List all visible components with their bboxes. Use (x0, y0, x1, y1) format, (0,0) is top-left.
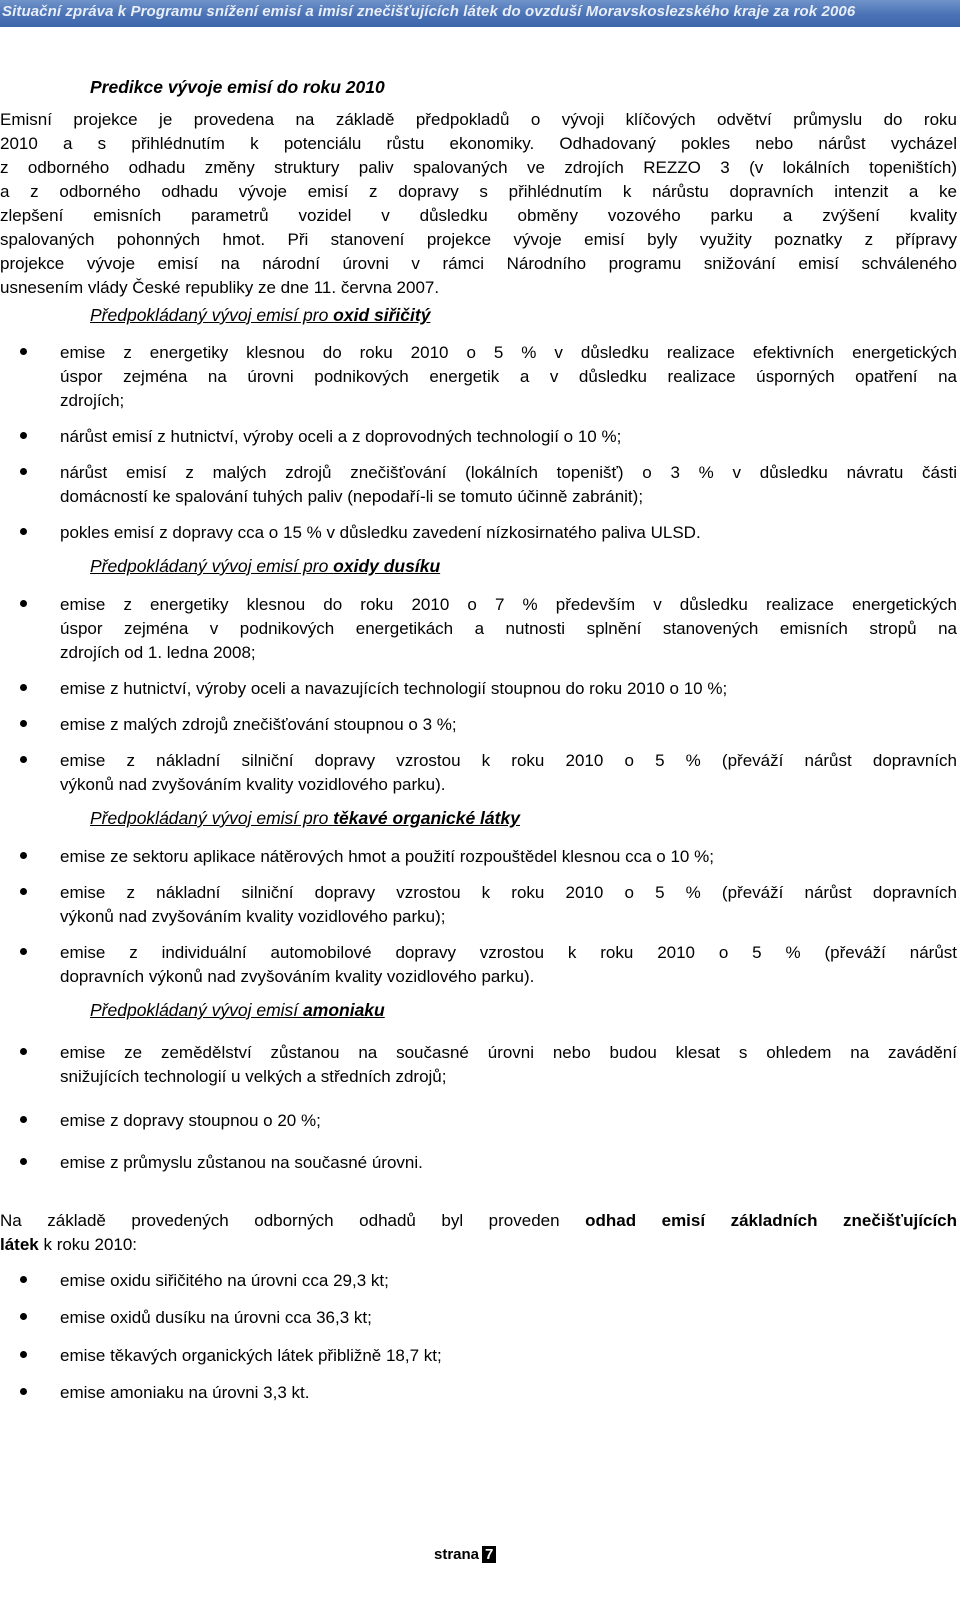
intro-line: Emisní projekce je provedena na základě předpokladů o vývoji klíčových odvětví průmyslu do roku (0, 110, 957, 129)
list-item-line: emise z nákladní silniční dopravy vzrostou k roku 2010 o 5 % (převáží nárůst dopravních (60, 751, 957, 770)
list-item (0, 713, 957, 737)
summary-item (0, 1269, 957, 1293)
list-item-text (60, 341, 957, 413)
list-item (0, 461, 957, 509)
group-heading (90, 1000, 385, 1021)
bullet-icon (20, 684, 27, 691)
list-item-text (60, 1109, 957, 1133)
list-item-line: úspor zejména na úrovni podnikových energetik a v důsledku realizace úsporných opatření na (60, 367, 957, 386)
list-item-line: snižujících technologií u velkých a středních zdrojů; (60, 1067, 447, 1086)
summary-bold-2: látek (0, 1235, 39, 1254)
summary-bold-1: odhad emisí základních znečišťujících (585, 1211, 958, 1230)
group-heading-prefix: Předpokládaný vývoj emisí pro (90, 808, 334, 828)
list-item-line: dopravních výkonů nad zvyšováním kvality vozidlového parku). (60, 967, 535, 986)
list-item-text (60, 845, 957, 869)
list-item-line: emise z průmyslu zůstanou na současné úrovni. (60, 1153, 423, 1172)
list-item (0, 1151, 957, 1175)
summary-item-text: emise těkavých organických látek přibližně 18,7 kt; (60, 1346, 442, 1365)
bullet-icon (20, 528, 27, 535)
group-heading (90, 305, 430, 326)
list-item (0, 593, 957, 665)
summary-item (0, 1306, 957, 1330)
intro-line: projekce vývoje emisí na národní úrovni v rámci Národního programu snižování emisí schváleného (0, 254, 957, 273)
bullet-icon (20, 1276, 27, 1283)
list-item-line: nárůst emisí z malých zdrojů znečišťování (lokálních topenišť) o 3 % v důsledku návratu části (60, 463, 957, 482)
list-item-line: pokles emisí z dopravy cca o 15 % v důsledku zavedení nízkosirnatého paliva ULSD. (60, 523, 701, 542)
group-heading-prefix: Předpokládaný vývoj emisí pro (90, 556, 334, 576)
bullet-icon (20, 1313, 27, 1320)
list-item-line: nárůst emisí z hutnictví, výroby oceli a z doprovodných technologií o 10 %; (60, 427, 622, 446)
list-item-text (60, 521, 957, 545)
bullet-icon (20, 1048, 27, 1055)
bullet-icon (20, 1116, 27, 1123)
bullet-icon (20, 348, 27, 355)
group-heading-pollutant: amoniaku (303, 1000, 385, 1020)
section-title: Predikce vývoje emisí do roku 2010 (90, 77, 385, 97)
intro-paragraph (0, 108, 957, 300)
list-item (0, 941, 957, 989)
list-item-line: emise z nákladní silniční dopravy vzrostou k roku 2010 o 5 % (převáží nárůst dopravních (60, 883, 957, 902)
group-heading (90, 556, 440, 577)
bullet-icon (20, 852, 27, 859)
list-item (0, 749, 957, 797)
list-item-text (60, 593, 957, 665)
list-item-line: zdrojích od 1. ledna 2008; (60, 643, 256, 662)
bullet-icon (20, 948, 27, 955)
bullet-icon (20, 720, 27, 727)
footer-label: strana (434, 1546, 480, 1563)
bullet-icon (20, 1351, 27, 1358)
list-item-text (60, 749, 957, 797)
list-item-line: emise z energetiky klesnou do roku 2010 o 5 % v důsledku realizace efektivních energetických (60, 343, 957, 362)
list-item-text (60, 1151, 957, 1175)
list-item-line: emise z malých zdrojů znečišťování stoupnou o 3 %; (60, 715, 457, 734)
group-heading-pollutant: oxid siřičitý (333, 305, 431, 325)
list-item (0, 1109, 957, 1133)
list-item-line: emise z individuální automobilové dopravy vzrostou k roku 2010 o 5 % (převáží nárůst (60, 943, 957, 962)
list-item-text (60, 941, 957, 989)
header-title: Situační zpráva k Programu snížení emisí a imisí znečišťujících látek do ovzduší Moravskoslezského kraje za rok 2006 (2, 3, 856, 20)
group-heading-pollutant: oxidy dusíku (333, 556, 441, 576)
list-item-line: emise z dopravy stoupnou o 20 %; (60, 1111, 321, 1130)
list-item-line: emise z energetiky klesnou do roku 2010 o 7 % především v důsledku realizace energetických (60, 595, 957, 614)
summary-prefix: Na základě provedených odborných odhadů byl proveden (0, 1211, 586, 1230)
bullet-icon (20, 600, 27, 607)
intro-line: zlepšení emisních parametrů vozidel v důsledku obměny vozového parku a zvýšení kvality (0, 206, 957, 225)
list-item-line: výkonů nad zvyšováním kvality vozidlového parku); (60, 907, 446, 926)
intro-line: z odborného odhadu změny struktury paliv spalovaných ve zdrojích REZZO 3 (v lokálních topeništích) (0, 158, 957, 177)
list-item-text (60, 713, 957, 737)
summary-item-text: emise oxidů dusíku na úrovni cca 36,3 kt; (60, 1308, 372, 1327)
list-item-line: emise z hutnictví, výroby oceli a navazujících technologií stoupnou do roku 2010 o 10 %; (60, 679, 728, 698)
list-item-line: emise ze sektoru aplikace nátěrových hmot a použití rozpouštědel klesnou cca o 10 %; (60, 847, 714, 866)
summary-item (0, 1344, 957, 1368)
bullet-icon (20, 1388, 27, 1395)
list-item-text (60, 881, 957, 929)
page-number: 7 (482, 1546, 496, 1563)
list-item (0, 1041, 957, 1089)
intro-line: 2010 a s přihlédnutím k potenciálu růstu ekonomiky. Odhadovaný pokles nebo nárůst vycházel (0, 134, 957, 153)
bullet-icon (20, 468, 27, 475)
intro-line: spalovaných pohonných hmot. Při stanovení projekce vývoje emisí byly využity poznatky z přípravy (0, 230, 957, 249)
intro-line: usnesením vlády České republiky ze dne 11. června 2007. (0, 278, 440, 297)
list-item (0, 881, 957, 929)
bullet-icon (20, 888, 27, 895)
summary-line-1 (0, 1209, 957, 1233)
list-item-text (60, 461, 957, 509)
summary-item-text: emise oxidu siřičitého na úrovni cca 29,3 kt; (60, 1271, 389, 1290)
page-footer (434, 1546, 496, 1563)
list-item-line: úspor zejména v podnikových energetikách a nutnosti splnění stanovených emisních stropů na (60, 619, 957, 638)
summary-suffix: k roku 2010: (38, 1235, 138, 1254)
group-heading-prefix: Předpokládaný vývoj emisí (90, 1000, 304, 1020)
list-item (0, 341, 957, 413)
list-item-text (60, 425, 957, 449)
group-heading-prefix: Předpokládaný vývoj emisí pro (90, 305, 334, 325)
list-item-line: emise ze zemědělství zůstanou na současné úrovni nebo budou klesat s ohledem na zavádění (60, 1043, 957, 1062)
list-item (0, 845, 957, 869)
group-heading-pollutant: těkavé organické látky (333, 808, 520, 828)
list-item-line: domácností ke spalování tuhých paliv (nepodaří-li se tomuto účinně zabránit); (60, 487, 644, 506)
header-bar (0, 0, 960, 27)
list-item-line: zdrojích; (60, 391, 125, 410)
bullet-icon (20, 756, 27, 763)
list-item-text (60, 1041, 957, 1089)
list-item-text (60, 677, 957, 701)
list-item (0, 521, 957, 545)
bullet-icon (20, 1158, 27, 1165)
summary-paragraph (0, 1209, 957, 1257)
bullet-icon (20, 432, 27, 439)
intro-line: a z odborného odhadu vývoje emisí z dopravy s přihlédnutím k nárůstu dopravních intenzit a ke (0, 182, 957, 201)
summary-item (0, 1381, 957, 1405)
list-item-line: výkonů nad zvyšováním kvality vozidlového parku). (60, 775, 446, 794)
list-item (0, 677, 957, 701)
group-heading (90, 808, 520, 829)
list-item (0, 425, 957, 449)
summary-item-text: emise amoniaku na úrovni 3,3 kt. (60, 1383, 310, 1402)
summary-line-2 (0, 1233, 957, 1257)
